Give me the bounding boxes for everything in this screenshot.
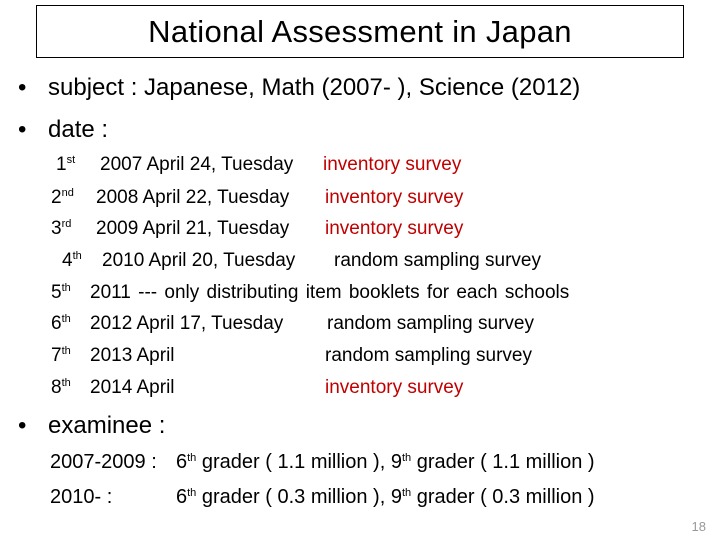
row-date: 2011 --- only distributing item booklets for each schools: [90, 282, 570, 303]
row-ordinal: 2nd: [51, 187, 74, 208]
slide-title: National Assessment in Japan: [36, 5, 684, 58]
subject-text: subject : Japanese, Math (2007- ), Science (2012): [48, 74, 581, 101]
row-ordinal: 3rd: [51, 218, 72, 239]
row-ordinal: 1st: [56, 154, 76, 175]
examinee-detail: 6th grader ( 1.1 million ), 9th grader ( 1.1 million ): [176, 451, 595, 473]
schedule-row: [0, 376, 720, 400]
schedule-row: [0, 249, 720, 273]
row-date: 2010 April 20, Tuesday: [102, 250, 296, 271]
row-survey: inventory survey: [325, 187, 464, 208]
row-date: 2007 April 24, Tuesday: [100, 154, 294, 175]
row-survey: inventory survey: [325, 377, 464, 398]
row-survey: random sampling survey: [334, 250, 541, 271]
schedule-row: [0, 217, 720, 241]
row-date: 2009 April 21, Tuesday: [96, 218, 290, 239]
examinee-detail: 6th grader ( 0.3 million ), 9th grader ( 0.3 million ): [176, 486, 595, 508]
examinee-period: 2007-2009 :: [50, 451, 157, 473]
row-ordinal: 5th: [51, 282, 71, 303]
row-ordinal: 8th: [51, 377, 71, 398]
examinee-label: examinee :: [48, 412, 166, 439]
date-label: date :: [48, 116, 109, 143]
schedule-row: [0, 281, 720, 305]
row-survey: inventory survey: [323, 154, 462, 175]
row-date: 2012 April 17, Tuesday: [90, 313, 284, 334]
row-survey: random sampling survey: [325, 345, 532, 366]
page-number: 18: [691, 519, 706, 534]
bullet-dot: •: [18, 116, 27, 143]
schedule-row: [0, 312, 720, 336]
row-ordinal: 4th: [62, 250, 82, 271]
bullet-subject: [18, 74, 580, 102]
bullet-dot: •: [18, 74, 27, 101]
examinee-period: 2010- :: [50, 486, 113, 508]
row-date: 2014 April: [90, 377, 175, 398]
row-ordinal: 7th: [51, 345, 71, 366]
row-date: 2008 April 22, Tuesday: [96, 187, 290, 208]
row-survey: random sampling survey: [327, 313, 534, 334]
schedule-row: [0, 186, 720, 210]
bullet-dot: •: [18, 412, 27, 439]
bullet-date: [18, 116, 108, 144]
row-survey: inventory survey: [325, 218, 464, 239]
bullet-examinee: [18, 412, 165, 440]
schedule-row: [0, 153, 720, 177]
schedule-row: [0, 344, 720, 368]
row-ordinal: 6th: [51, 313, 71, 334]
row-date: 2013 April: [90, 345, 175, 366]
